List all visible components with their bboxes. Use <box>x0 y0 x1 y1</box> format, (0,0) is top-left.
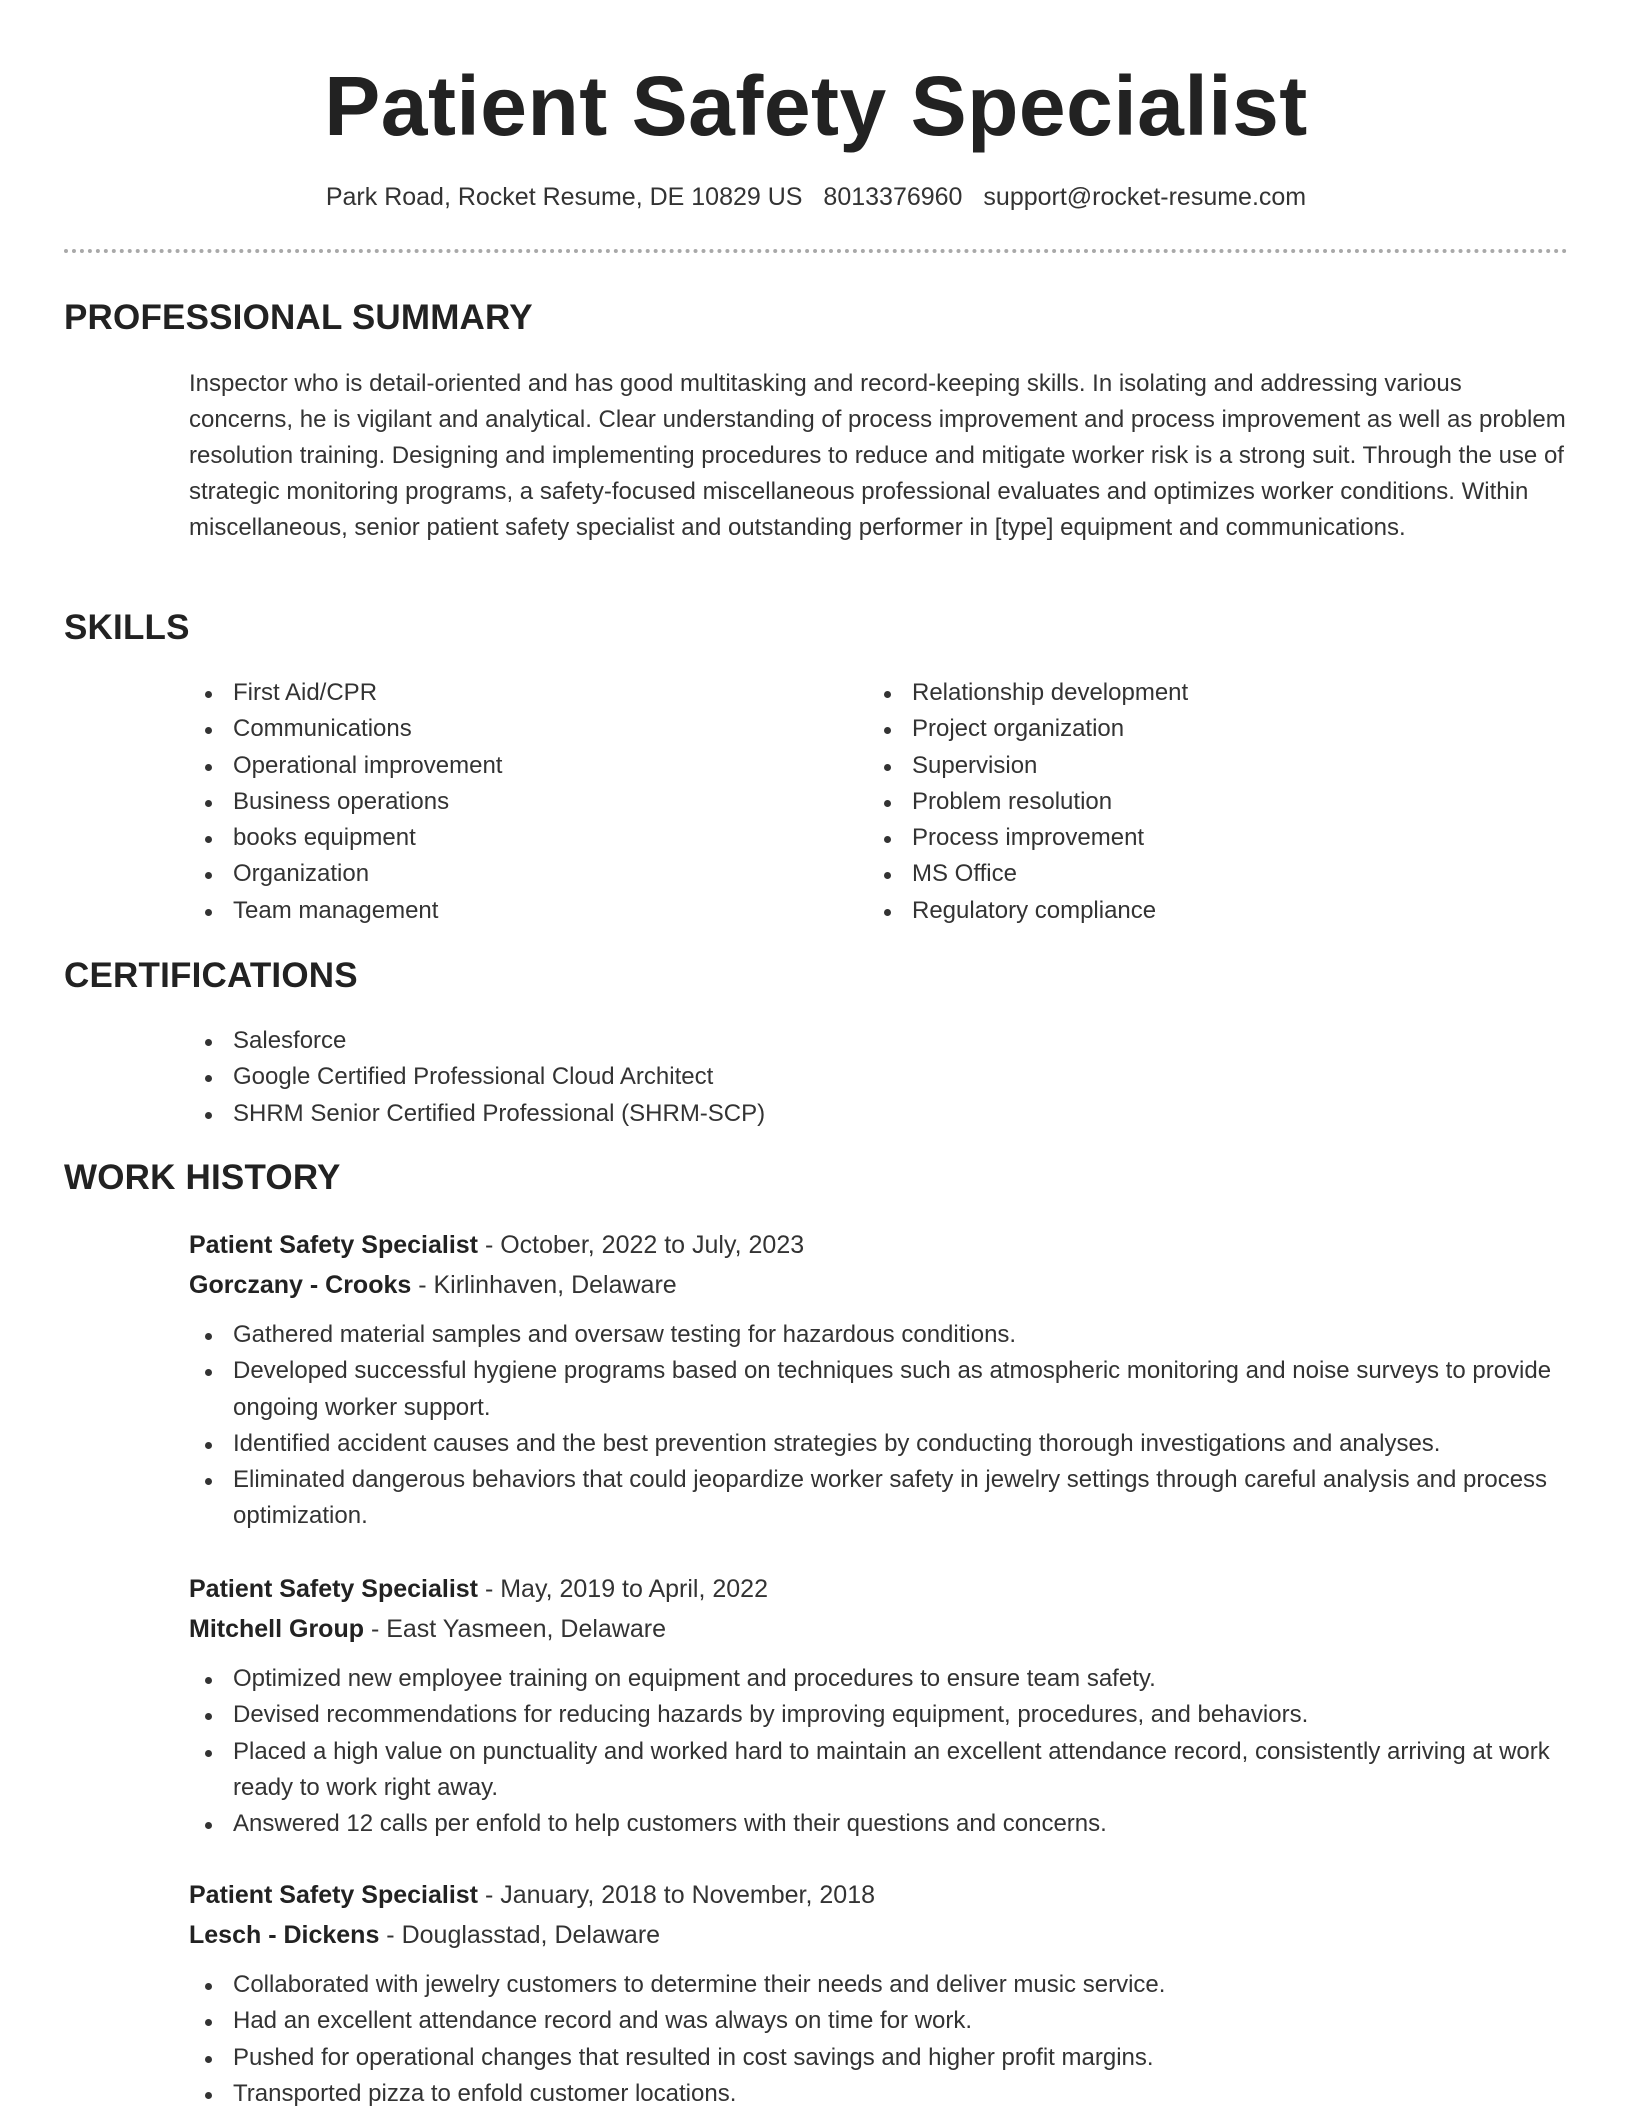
job-bullet: Devised recommendations for reducing hazards by improving equipment, procedures, and behaviors. <box>189 1697 1568 1733</box>
job-title: Patient Safety Specialist <box>189 1881 479 1909</box>
certification-item: SHRM Senior Certified Professional (SHRM-SCP) <box>189 1096 765 1132</box>
certification-item: Google Certified Professional Cloud Architect <box>189 1059 765 1095</box>
summary-text: Inspector who is detail-oriented and has good multitasking and record-keeping skills. In isolating and addressing various concerns, he is vigilant and analytical. Clear understanding of process improvement and process improvement as well as problem resolution training. Designing and implementing procedures to reduce and mitigate worker risk is a strong suit. Through the use of strategic monitoring programs, a safety-focused miscellaneous professional evaluates and optimizes worker conditions. Within miscellaneous, senior patient safety specialist and outstanding performer in [type] equipment and communications. <box>189 370 1566 541</box>
section-title-skills: SKILLS <box>64 608 190 647</box>
resume-name: Patient Safety Specialist <box>324 59 1308 153</box>
job-title-line <box>189 1225 1568 1265</box>
skill-item: Problem resolution <box>868 784 1508 820</box>
contact-info <box>0 183 1632 212</box>
job-bullet: Optimized new employee training on equipment and procedures to ensure team safety. <box>189 1661 1568 1697</box>
job-company-line <box>189 1609 1568 1649</box>
job-entry <box>189 1225 1568 1535</box>
contact-email: support@rocket-resume.com <box>983 183 1307 211</box>
job-bullet: Had an excellent attendance record and was always on time for work. <box>189 2003 1568 2039</box>
header-divider <box>64 249 1568 253</box>
job-company-line <box>189 1915 1568 1955</box>
certifications-list <box>189 1023 765 1132</box>
job-bullet: Eliminated dangerous behaviors that could jeopardize worker safety in jewelry settings through careful analysis and process optimization. <box>189 1462 1568 1535</box>
section-title-certifications: CERTIFICATIONS <box>64 956 358 995</box>
skill-item: MS Office <box>868 856 1508 892</box>
skills-list-left <box>189 675 829 929</box>
job-location: - Kirlinhaven, Delaware <box>411 1271 677 1299</box>
job-title-line <box>189 1569 1568 1609</box>
job-company: Lesch - Dickens <box>189 1921 380 1949</box>
skill-item: Team management <box>189 893 829 929</box>
job-dates: - January, 2018 to November, 2018 <box>478 1881 876 1909</box>
skill-item: Process improvement <box>868 820 1508 856</box>
skill-item: Business operations <box>189 784 829 820</box>
job-title: Patient Safety Specialist <box>189 1231 479 1259</box>
skill-item: Project organization <box>868 711 1508 747</box>
job-bullet: Developed successful hygiene programs based on techniques such as atmospheric monitoring and noise surveys to provide ongoing worker support. <box>189 1353 1568 1426</box>
job-bullet: Collaborated with jewelry customers to determine their needs and deliver music service. <box>189 1967 1568 2003</box>
job-title-line <box>189 1875 1568 1915</box>
job-dates: - May, 2019 to April, 2022 <box>478 1575 768 1603</box>
section-title-summary: PROFESSIONAL SUMMARY <box>64 298 533 337</box>
job-bullets <box>145 1317 1568 1535</box>
job-bullet: Gathered material samples and oversaw testing for hazardous conditions. <box>189 1317 1568 1353</box>
certification-item: Salesforce <box>189 1023 765 1059</box>
skill-item: books equipment <box>189 820 829 856</box>
job-company: Mitchell Group <box>189 1615 364 1643</box>
job-bullet: Answered 12 calls per enfold to help customers with their questions and concerns. <box>189 1806 1568 1842</box>
job-bullet: Transported pizza to enfold customer locations. <box>189 2076 1568 2112</box>
job-bullet: Pushed for operational changes that resulted in cost savings and higher profit margins. <box>189 2040 1568 2076</box>
contact-phone: 8013376960 <box>823 183 963 211</box>
job-bullet: Identified accident causes and the best prevention strategies by conducting thorough investigations and analyses. <box>189 1426 1568 1462</box>
job-location: - Douglasstad, Delaware <box>379 1921 661 1949</box>
job-bullet: Placed a high value on punctuality and worked hard to maintain an excellent attendance record, consistently arriving at work ready to work right away. <box>189 1734 1568 1807</box>
contact-address: Park Road, Rocket Resume, DE 10829 US <box>325 183 803 211</box>
job-entry <box>189 1569 1568 1842</box>
skill-item: Operational improvement <box>189 748 829 784</box>
skill-item: Relationship development <box>868 675 1508 711</box>
job-company: Gorczany - Crooks <box>189 1271 412 1299</box>
skill-item: Communications <box>189 711 829 747</box>
job-title: Patient Safety Specialist <box>189 1575 479 1603</box>
skills-list-right <box>868 675 1508 929</box>
job-dates: - October, 2022 to July, 2023 <box>478 1231 805 1259</box>
job-company-line <box>189 1265 1568 1305</box>
job-bullets <box>145 1967 1568 2112</box>
section-title-work-history: WORK HISTORY <box>64 1158 341 1197</box>
skill-item: Regulatory compliance <box>868 893 1508 929</box>
skill-item: Supervision <box>868 748 1508 784</box>
skill-item: Organization <box>189 856 829 892</box>
job-entry <box>189 1875 1568 2112</box>
job-bullets <box>145 1661 1568 1842</box>
skill-item: First Aid/CPR <box>189 675 829 711</box>
job-location: - East Yasmeen, Delaware <box>364 1615 666 1643</box>
